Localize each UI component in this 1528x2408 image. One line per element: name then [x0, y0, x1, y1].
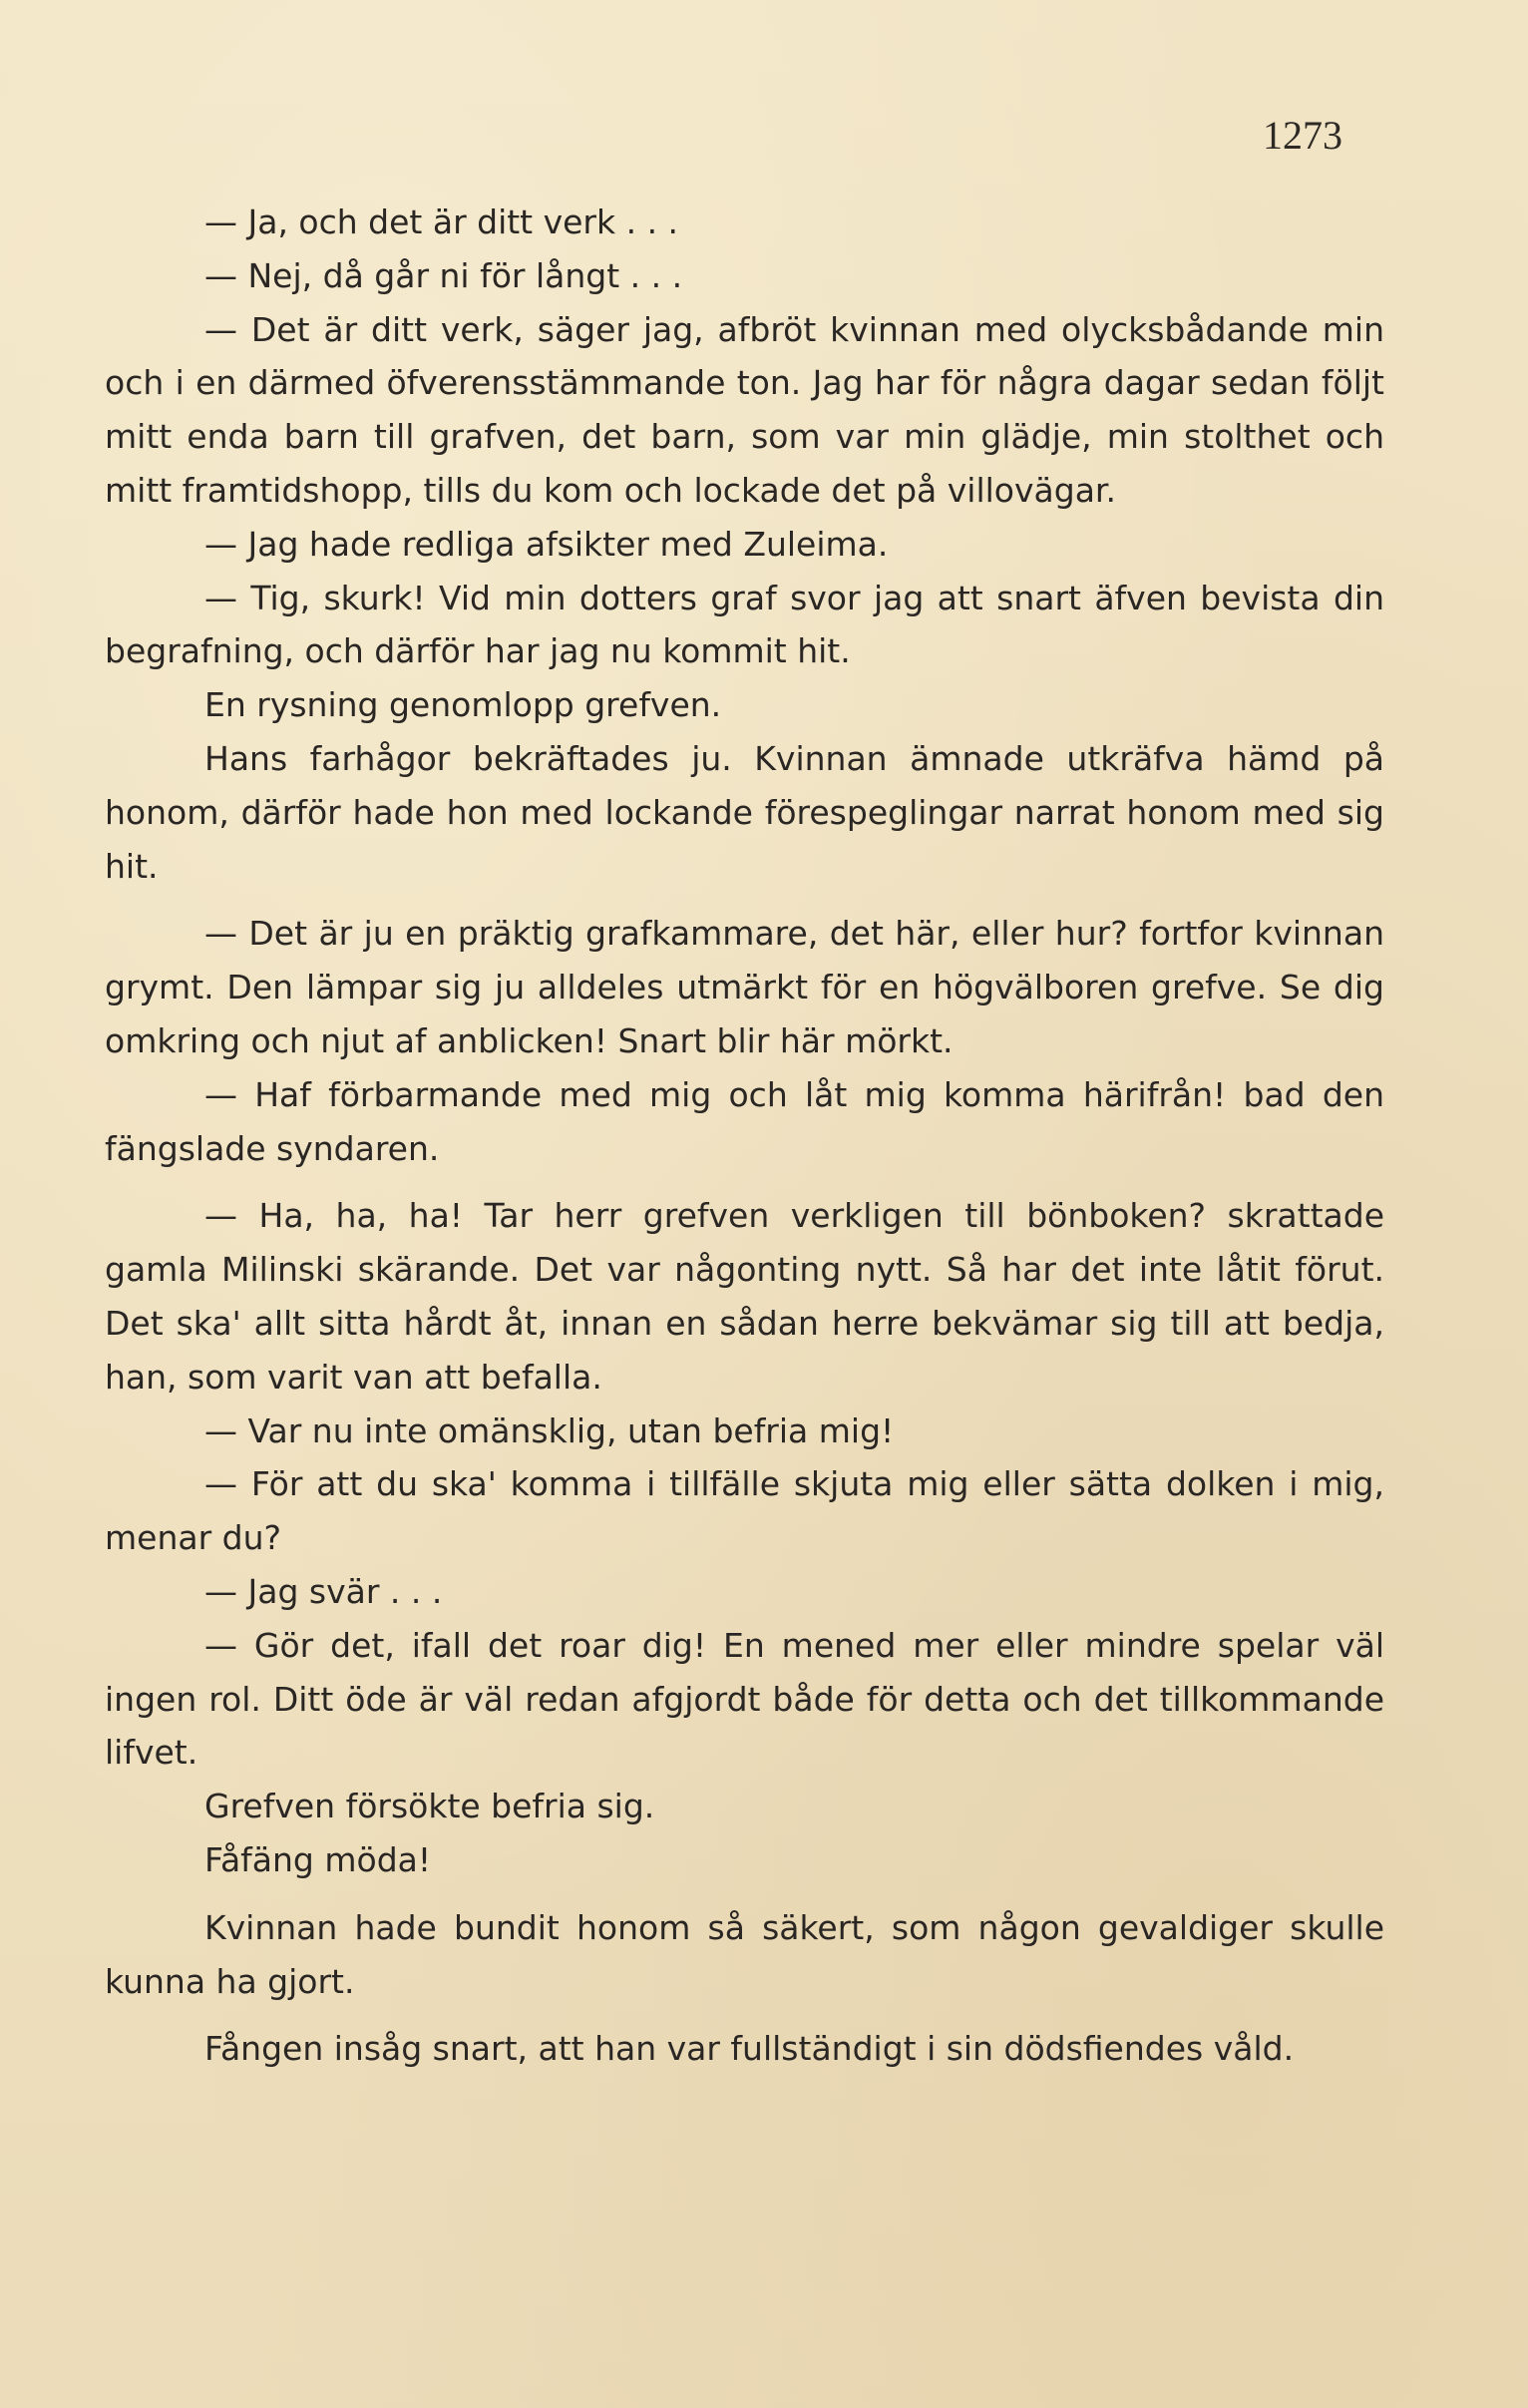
- paragraph: — Tig, skurk! Vid min dotters graf svor jag att snart äfven bevista din begrafning, och därför har jag nu kommit hit.: [105, 578, 1384, 671]
- paragraph: Hans farhågor bekräftades ju. Kvinnan ämnade utkräfva hämd på honom, därför hade hon med lockande förespeglingar narrat honom med sig hit.: [105, 738, 1384, 886]
- paragraph: En rysning genomlopp grefven.: [204, 685, 722, 725]
- page-number: 1273: [1263, 113, 1342, 158]
- paragraph: Fången insåg snart, att han var fullständigt i sin dödsfiendes våld.: [204, 2029, 1295, 2069]
- paragraph: — Jag svär . . .: [204, 1571, 443, 1611]
- paragraph: — Det är ditt verk, säger jag, afbröt kvinnan med olycksbådande min och i en därmed öfverensstämmande ton. Jag har för några dagar sedan följt mitt enda barn till grafven, det barn, som var min glädje, min stolthet och mitt framtidshopp, tills du kom och lockade det på villovägar.: [105, 309, 1384, 510]
- paragraph: — Jag hade redliga afsikter med Zuleima.: [204, 524, 889, 564]
- paragraph: — För att du ska' komma i tillfälle skjuta mig eller sätta dolken i mig, menar du?: [105, 1464, 1384, 1558]
- body-text: [105, 196, 1384, 2076]
- paragraph: — Ha, ha, ha! Tar herr grefven verkligen till bönboken? skrattade gamla Milinski skärande. Det var någonting nytt. Så har det inte låtit förut. Det ska' allt sitta hårdt åt, innan en sådan herre bekvämar sig till att bedja, han, som varit van att befalla.: [105, 1196, 1384, 1397]
- paragraph: — Det är ju en präktig grafkammare, det här, eller hur? fortfor kvinnan grymt. Den lämpar sig ju alldeles utmärkt för en högvälboren grefve. Se dig omkring och njut af anblicken! Snart blir här mörkt.: [105, 914, 1384, 1060]
- paragraph: Kvinnan hade bundit honom så säkert, som någon gevaldiger skulle kunna ha gjort.: [105, 1907, 1384, 2001]
- paragraph: — Ja, och det är ditt verk . . .: [204, 202, 679, 241]
- paragraph: — Var nu inte omänsklig, utan befria mig!: [204, 1410, 895, 1450]
- paragraph: — Haf förbarmande med mig och låt mig komma härifrån! bad den fängslade syndaren.: [105, 1074, 1384, 1168]
- paragraph: — Gör det, ifall det roar dig! En mened mer eller mindre spelar väl ingen rol. Ditt öde är väl redan afgjordt både för detta och det tillkommande lifvet.: [105, 1625, 1384, 1773]
- paragraph: — Nej, då går ni för långt . . .: [204, 255, 683, 295]
- paragraph: Grefven försökte befria sig.: [204, 1787, 655, 1826]
- paragraph: Fåfäng möda!: [204, 1839, 432, 1879]
